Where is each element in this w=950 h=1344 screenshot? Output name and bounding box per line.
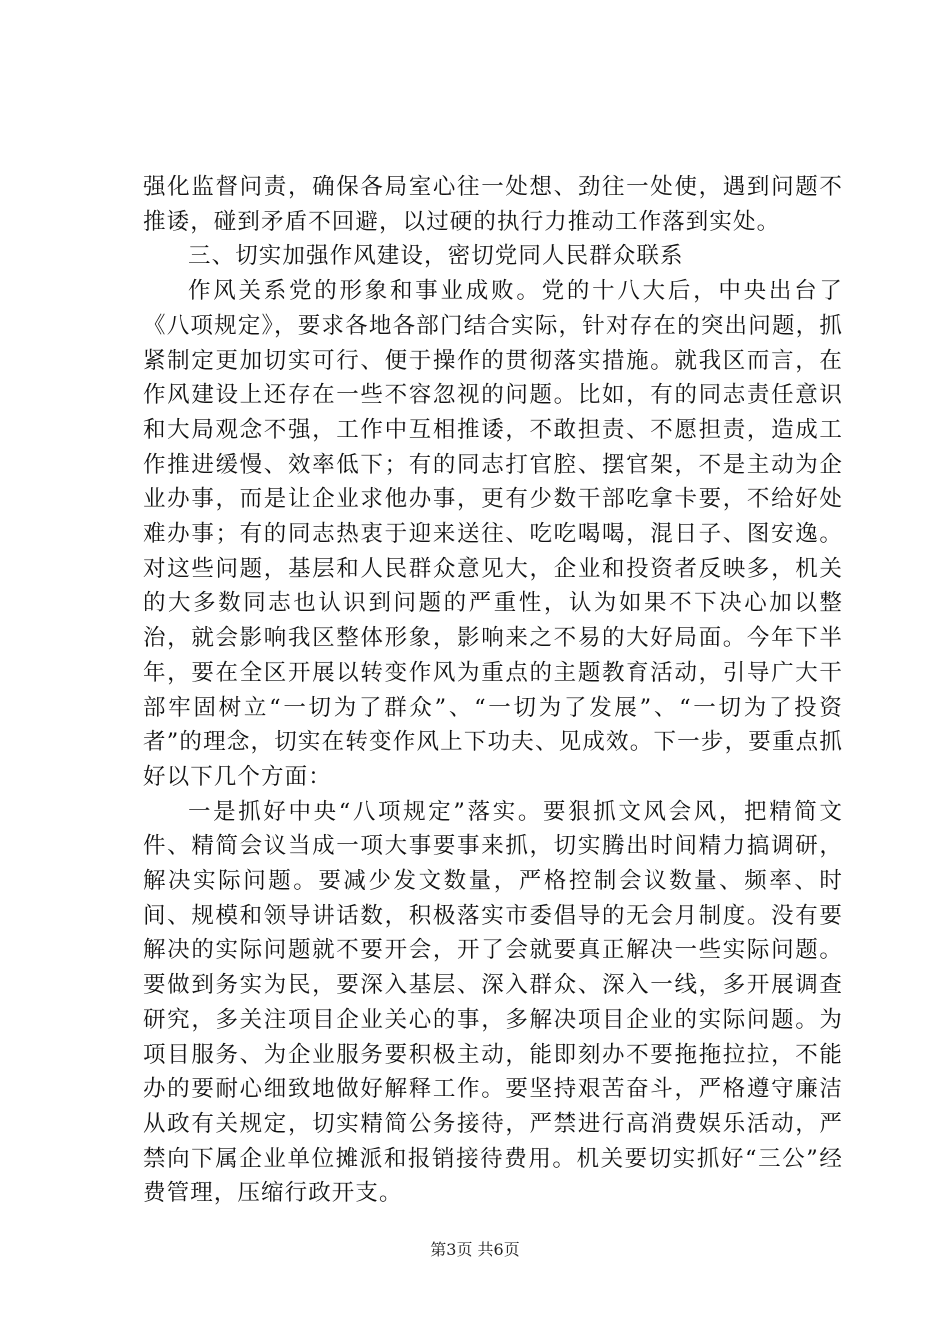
paragraph-eight-rules: 一是抓好中央“八项规定”落实。要狠抓文风会风，把精简文件、精简会议当成一项大事要事来抓，切实腾出时间精力搞调研，解决实际问题。要减少发文数量，严格控制会议数量、频率、时间、规模和领导讲话数，积极落实市委倡导的无会月制度。没有要解决的实际问题就不要开会，开了会就要真正解决一些实际问题。要做到务实为民，要深入基层、深入群众、深入一线，多开展调查研究，多关注项目企业关心的事，多解决项目企业的实际问题。为项目服务、为企业服务要积极主动，能即刻办不要拖拖拉拉，不能办的要耐心细致地做好解释工作。要坚持艰苦奋斗，严格遵守廉洁从政有关规定，切实精简公务接待，严禁进行高消费娱乐活动，严禁向下属企业单位摊派和报销接待费用。机关要切实抓好“三公”经费管理，压缩行政开支。 <box>143 798 843 1207</box>
paragraph-continuation: 强化监督问责，确保各局室心往一处想、劲往一处使，遇到问题不推诿，碰到矛盾不回避，以过硬的执行力推动工作落到实处。 <box>143 174 843 235</box>
section-heading: 三、切实加强作风建设，密切党同人民群众联系 <box>188 243 684 270</box>
document-body <box>143 170 843 1211</box>
page-number-footer: 第3页 共6页 <box>430 1240 520 1259</box>
paragraph-work-style: 作风关系党的形象和事业成败。党的十八大后，中央出台了《八项规定》，要求各地各部门结合实际，针对存在的突出问题，抓紧制定更加切实可行、便于操作的贯彻落实措施。就我区而言，在作风建设上还存在一些不容忽视的问题。比如，有的同志责任意识和大局观念不强，工作中互相推诿，不敢担责、不愿担责，造成工作推进缓慢、效率低下；有的同志打官腔、摆官架，不是主动为企业办事，而是让企业求他办事，更有少数干部吃拿卡要，不给好处难办事；有的同志热衷于迎来送往、吃吃喝喝，混日子、图安逸。对这些问题，基层和人民群众意见大，企业和投资者反映多，机关的大多数同志也认识到问题的严重性，认为如果不下决心加以整治，就会影响我区整体形象，影响来之不易的大好局面。今年下半年，要在全区开展以转变作风为重点的主题教育活动，引导广大干部牢固树立“一切为了群众”、“一切为了发展”、“一切为了投资者”的理念，切实在转变作风上下功夫、见成效。下一步，要重点抓好以下几个方面： <box>143 278 843 790</box>
